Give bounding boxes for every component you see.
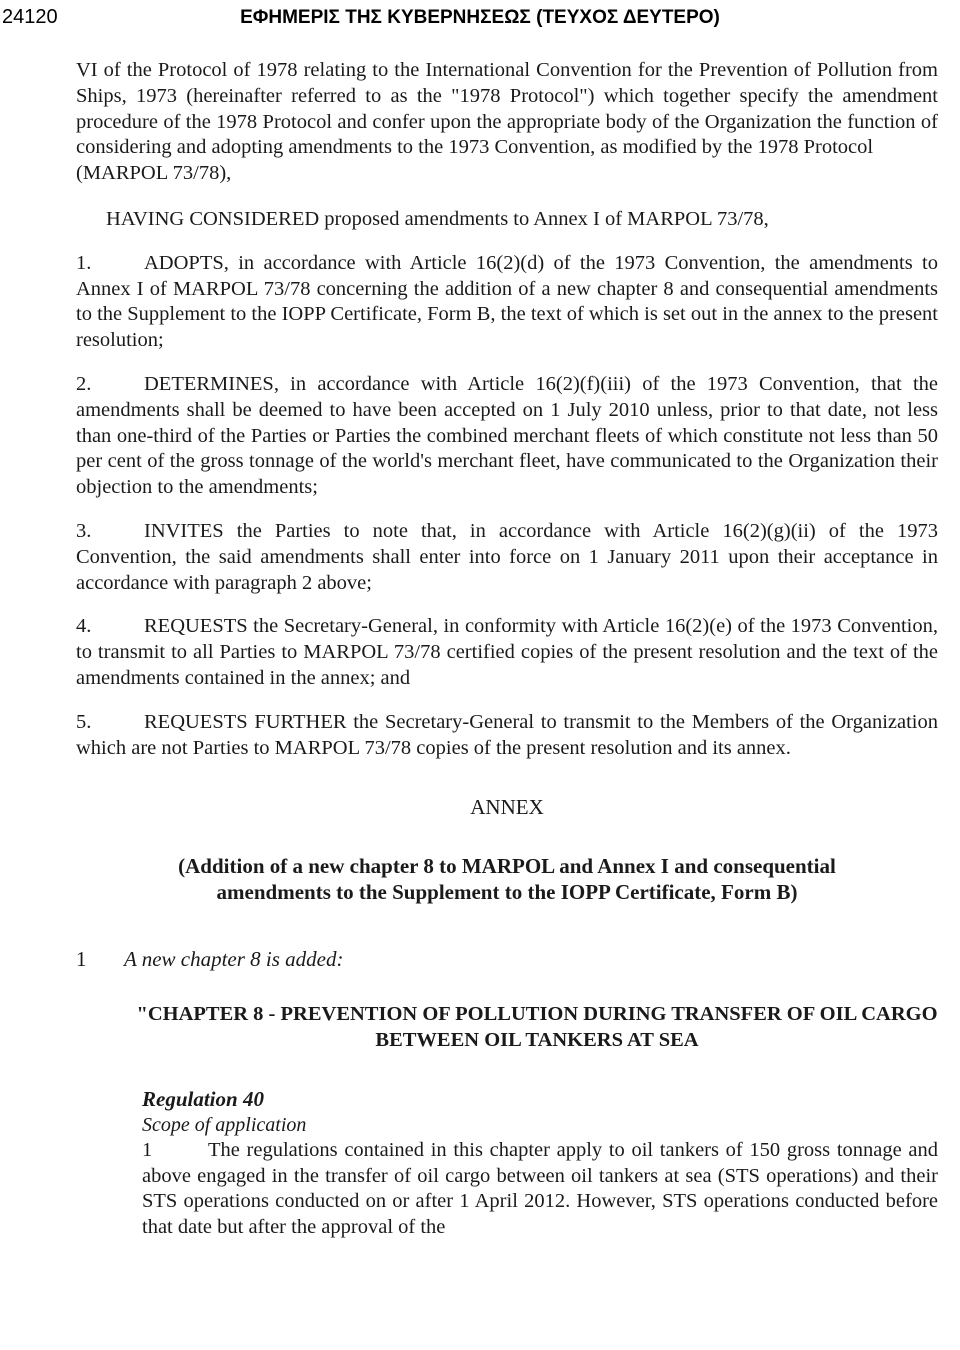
- preamble-marpol: (MARPOL 73/78),: [76, 162, 232, 185]
- paragraph-number: 1: [142, 1138, 153, 1161]
- gazette-title: ΕΦΗΜΕΡΙΣ ΤΗΣ ΚΥΒΕΡΝΗΣΕΩΣ (ΤΕΥΧΟΣ ΔΕΥΤΕΡΟ): [240, 7, 720, 28]
- annex-title: ANNEX: [470, 795, 544, 820]
- paragraph-text: INVITES the Parties to note that, in accordance with Article 16(2)(g)(ii) of the 1973 Convention, the said amendments shall enter into force on 1 January 2011 upon their acceptance in accordance with paragraph 2 above;: [76, 519, 938, 594]
- annex-subtitle: (Addition of a new chapter 8 to MARPOL and Annex I and consequential amendments to the Supplement to the IOPP Certificate, Form B): [178, 854, 836, 905]
- having-considered: HAVING CONSIDERED proposed amendments to Annex I of MARPOL 73/78,: [106, 207, 769, 230]
- chapter-title: "CHAPTER 8 - PREVENTION OF POLLUTION DURING TRANSFER OF OIL CARGO BETWEEN OIL TANKERS AT SEA: [136, 1002, 938, 1051]
- regulation-heading: Regulation 40: [142, 1086, 264, 1111]
- paragraph-number: 4.: [76, 615, 92, 638]
- paragraph-text: ADOPTS, in accordance with Article 16(2)(d) of the 1973 Convention, the amendments to Annex I of MARPOL 73/78 concerning the addition of a new chapter 8 and consequential amendments to the Supplement to the IOPP Certificate, Form B, the text of which is set out in the annex to the present resolution;: [76, 251, 938, 352]
- paragraph-text: DETERMINES, in accordance with Article 16(2)(f)(iii) of the 1973 Convention, that the amendments shall be deemed to have been accepted on 1 July 2010 unless, prior to that date, not less than one-third of the Parties or Parties the combined merchant fleets of which constitute not less than 50 per cent of the gross tonnage of the world's merchant fleet, have communicated to the Organization their objection to the amendments;: [76, 372, 938, 499]
- regulation-paragraph-1: [76, 1138, 938, 1241]
- scope-heading: Scope of application: [142, 1113, 307, 1136]
- operative-paragraph-5: [76, 710, 938, 762]
- paragraph-text: The regulations contained in this chapter apply to oil tankers of 150 gross tonnage and above engaged in the transfer of oil cargo between oil tankers at sea (STS operations) and their STS operations conducted on or after 1 April 2012. However, STS operations conducted before that date but after the approval of the: [142, 1138, 938, 1239]
- paragraph-text: REQUESTS FURTHER the Secretary-General to transmit to the Members of the Organization which are not Parties to MARPOL 73/78 copies of the present resolution and its annex.: [76, 710, 938, 759]
- preamble-text: VI of the Protocol of 1978 relating to the International Convention for the Prevention of Pollution from Ships, 1973 (hereinafter referred to as the "1978 Protocol") which together specify the amendment procedure of the 1978 Protocol and confer upon the appropriate body of the Organization the function of considering and adopting amendments to the 1973 Convention, as modified by the 1978 Protocol: [76, 59, 938, 159]
- page-header: [0, 6, 960, 36]
- operative-paragraph-2: [76, 372, 938, 501]
- document-body: [76, 58, 938, 1241]
- operative-paragraph-4: [76, 614, 938, 691]
- item-text: A new chapter 8 is added:: [124, 947, 344, 972]
- item-number: 1: [76, 947, 87, 972]
- paragraph-number: 3.: [76, 519, 92, 542]
- page-number: 24120: [2, 6, 58, 28]
- operative-paragraph-1: [76, 251, 938, 354]
- operative-paragraph-3: [76, 519, 938, 596]
- annex-item-1: [76, 947, 938, 973]
- paragraph-number: 5.: [76, 710, 92, 733]
- paragraph-number: 1.: [76, 251, 92, 274]
- paragraph-text: REQUESTS the Secretary-General, in conformity with Article 16(2)(e) of the 1973 Convention, to transmit to all Parties to MARPOL 73/78 certified copies of the present resolution and the text of the amendments contained in the annex; and: [76, 615, 938, 689]
- paragraph-number: 2.: [76, 372, 92, 395]
